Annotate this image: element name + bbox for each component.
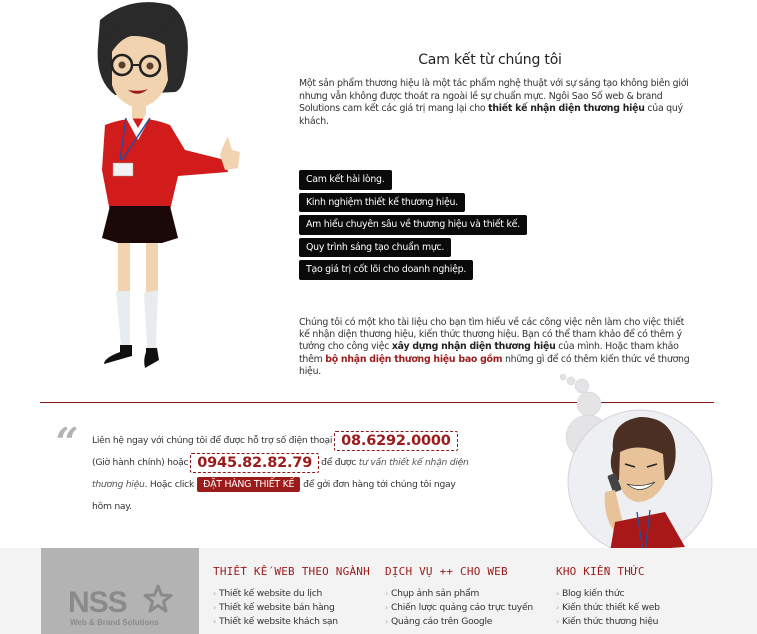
contact-text: Liên hệ ngay với chúng tôi để được hỗ trợ số điện thoại	[92, 435, 333, 446]
boy-phone-illustration	[555, 372, 735, 552]
footer-link[interactable]	[556, 601, 660, 615]
arrow-right-icon: ›	[385, 589, 388, 598]
footer-column-web-services	[385, 565, 533, 629]
intro-text-end: của quý khách.	[299, 103, 683, 127]
commitment-item: Tạo giá trị cốt lõi cho doanh nghiệp.	[299, 260, 473, 280]
contact-text: để được	[321, 457, 359, 468]
commitment-item: Cam kết hài lòng.	[299, 170, 392, 190]
footer-link-label: Chụp ảnh sản phẩm	[390, 588, 480, 599]
commitment-title: Cam kết từ chúng tôi	[418, 52, 562, 68]
girl-mascot-illustration	[60, 0, 260, 370]
footer-link-label: Kiến thức thương hiệu	[561, 616, 659, 627]
arrow-right-icon: ›	[213, 589, 216, 598]
commitment-intro	[299, 78, 689, 128]
commitment-item: Quy trình sáng tạo chuẩn mực.	[299, 238, 451, 258]
contact-paragraph	[92, 430, 477, 518]
docs-paragraph	[299, 317, 694, 378]
contact-text: (Giờ hành chính) hoặc	[92, 457, 189, 468]
footer-link[interactable]	[213, 615, 370, 629]
consult-italic-text: tư vấn thiết kế nhận diện thương hiệu	[92, 457, 469, 490]
footer-link[interactable]	[213, 601, 370, 615]
footer-link[interactable]	[556, 587, 660, 601]
arrow-right-icon: ›	[385, 617, 388, 626]
docs-text: của mình. Hoặc tham khảo thêm	[299, 341, 679, 365]
docs-bold-text: xây dựng nhận diện thương hiệu	[391, 341, 556, 353]
footer-link[interactable]	[213, 587, 370, 601]
phone-number-mobile[interactable]: 0945.82.82.79	[190, 453, 319, 473]
order-design-button[interactable]: ĐẶT HÀNG THIẾT KẾ	[197, 477, 300, 492]
arrow-right-icon: ›	[385, 603, 388, 612]
footer-column-title: DỊCH VỤ ++ CHO WEB	[385, 565, 508, 578]
phone-number-office[interactable]: 08.6292.0000	[334, 431, 458, 451]
arrow-right-icon: ›	[556, 589, 559, 598]
footer-column-knowledge	[556, 565, 660, 629]
arrow-right-icon: ›	[556, 603, 559, 612]
footer-column-web-by-industry	[213, 565, 370, 629]
footer-logo[interactable]	[41, 548, 199, 634]
footer-link[interactable]	[385, 601, 533, 615]
contact-text: để gởi đơn hàng tới chúng tôi ngay hôm nay.	[92, 479, 456, 512]
footer-column-title: THIẾT KẾ WEB THEO NGÀNH	[213, 565, 370, 578]
arrow-right-icon: ›	[213, 617, 216, 626]
docs-text: những gì để có thêm kiến thức về thương hiệu.	[299, 353, 690, 377]
intro-bold-text: thiết kế nhận diện thương hiệu	[488, 103, 645, 114]
docs-text: Chúng tôi có một kho tài liệu cho bạn tìm hiểu về các công việc nên làm cho việc thiết kế nhận diện thương hiệu, kiến thức thương hiệu. Bạn có thể tham khảo để có thêm ý tưởng cho công việc	[299, 317, 685, 353]
footer-link-label: Thiết kế website bán hàng	[218, 602, 335, 613]
footer-link[interactable]	[556, 615, 660, 629]
footer-link[interactable]	[385, 587, 533, 601]
arrow-right-icon: ›	[213, 603, 216, 612]
footer-link-label: Thiết kế website du lịch	[218, 588, 323, 599]
commitment-item: Am hiểu chuyên sâu về thương hiệu và thiết kế.	[299, 215, 527, 235]
footer-link-label: Quảng cáo trên Google	[390, 616, 493, 627]
intro-text: Một sản phẩm thương hiệu là một tác phẩm nghệ thuật với sự sáng tạo không biên giới nhưng vẫn không được thoát ra ngoài lề sự chuẩn mực. Ngôi Sao Số web & brand Solutions cam kết các giá trị mang lại cho	[299, 78, 689, 114]
logo-wordmark: NSS	[68, 586, 127, 619]
footer-column-title: KHO KIẾN THỨC	[556, 565, 645, 578]
footer-link-label: Chiến lược quảng cáo trực tuyến	[390, 602, 533, 613]
commitment-item: Kinh nghiệm thiết kế thương hiệu.	[299, 193, 465, 213]
footer-link-label: Blog kiến thức	[561, 588, 625, 599]
footer-link-label: Kiến thức thiết kế web	[561, 602, 660, 613]
brand-identity-link[interactable]: bộ nhận diện thương hiệu bao gồm	[325, 353, 503, 365]
footer-link[interactable]	[385, 615, 533, 629]
logo-tagline: Web & Brand Solutions	[70, 618, 159, 627]
footer-link-label: Thiết kế website khách sạn	[218, 616, 338, 627]
star-icon	[143, 584, 173, 614]
quote-icon: “	[50, 419, 81, 466]
contact-text: . Hoặc click	[144, 479, 195, 490]
footer	[0, 548, 757, 634]
arrow-right-icon: ›	[556, 617, 559, 626]
commitment-list	[299, 170, 527, 280]
